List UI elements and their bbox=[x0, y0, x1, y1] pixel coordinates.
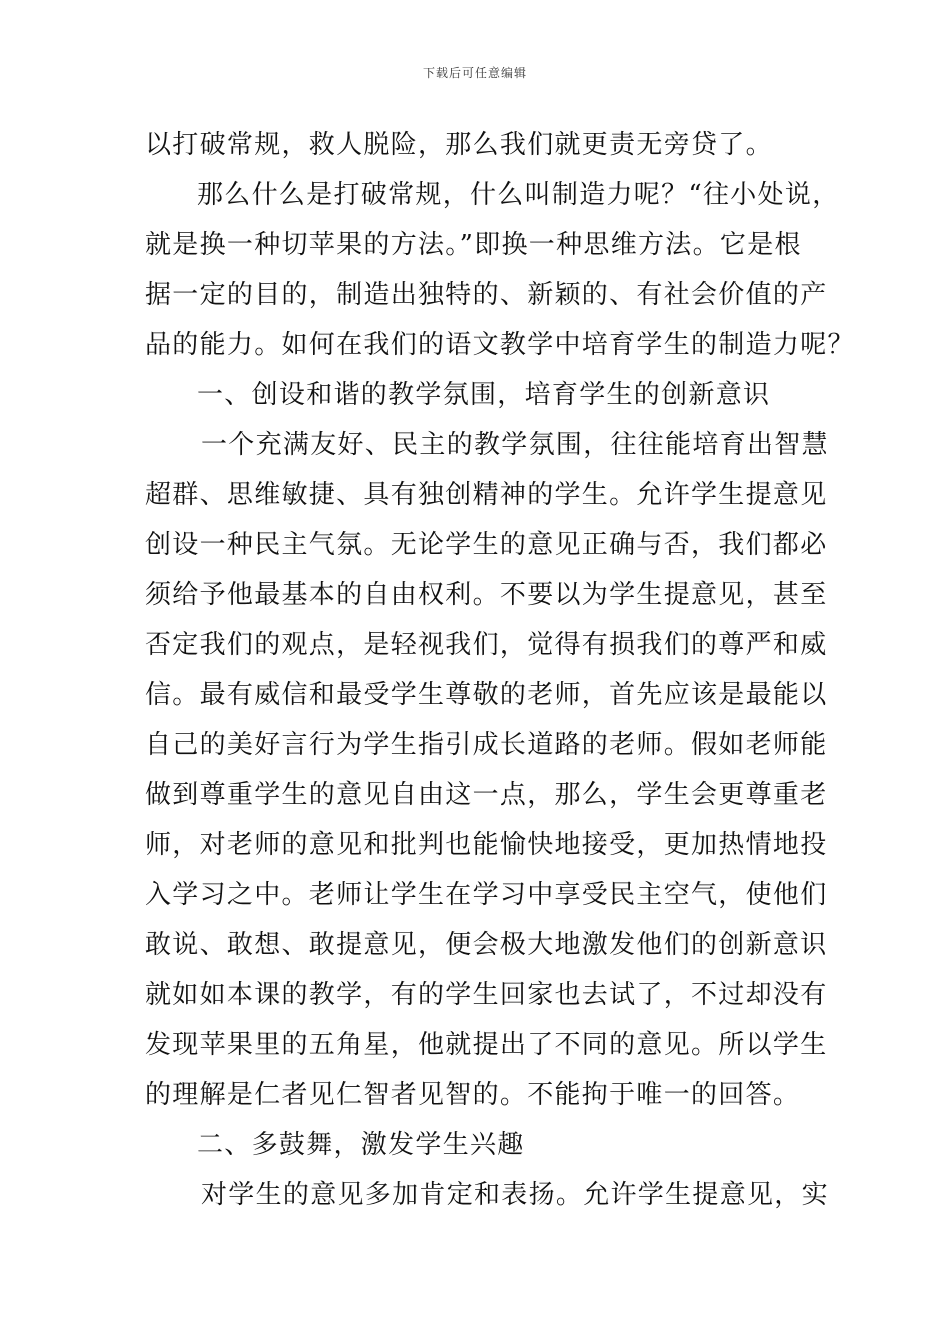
text-line: 创设一种民主气氛。无论学生的意见正确与否，我们都必 bbox=[145, 530, 828, 560]
text-line: 信。最有威信和最受学生尊敬的老师，首先应该是最能以 bbox=[145, 680, 828, 710]
text-line: 敢说、敢想、敢提意见，便会极大地激发他们的创新意识 bbox=[145, 930, 828, 960]
text-line: 就是换一种切苹果的方法。”即换一种思维方法。它是根 bbox=[145, 230, 802, 260]
text-line: 那么什么是打破常规，什么叫制造力呢？“往小处说， bbox=[197, 180, 840, 210]
text-line: 品的能力。如何在我们的语文教学中培育学生的制造力呢？ bbox=[145, 330, 855, 360]
text-line: 做到尊重学生的意见自由这一点，那么，学生会更尊重老 bbox=[145, 780, 828, 810]
document-body bbox=[145, 120, 855, 1220]
section-heading: 一、创设和谐的教学氛围，培育学生的创新意识 bbox=[197, 380, 771, 410]
text-line: 据一定的目的，制造出独特的、新颖的、有社会价值的产 bbox=[145, 280, 828, 310]
text-line: 师，对老师的意见和批判也能愉快地接受，更加热情地投 bbox=[145, 830, 828, 860]
text-line: 就如如本课的教学，有的学生回家也去试了，不过却没有 bbox=[145, 980, 828, 1010]
text-line: 入学习之中。老师让学生在学习中享受民主空气，使他们 bbox=[145, 880, 828, 910]
text-line: 以打破常规，救人脱险，那么我们就更责无旁贷了。 bbox=[145, 130, 773, 160]
text-line: 超群、思维敏捷、具有独创精神的学生。允许学生提意见 bbox=[145, 480, 828, 510]
text-line: 发现苹果里的五角星，他就提出了不同的意见。所以学生 bbox=[145, 1030, 828, 1060]
page-header: 下载后可任意编辑 bbox=[422, 66, 527, 80]
text-line: 对学生的意见多加肯定和表扬。允许学生提意见，实 bbox=[201, 1180, 829, 1210]
section-heading: 二、多鼓舞，激发学生兴趣 bbox=[197, 1130, 525, 1160]
text-line: 否定我们的观点，是轻视我们，觉得有损我们的尊严和威 bbox=[145, 630, 828, 660]
text-line: 一个充满友好、民主的教学氛围，往往能培育出智慧 bbox=[201, 430, 829, 460]
text-line: 须给予他最基本的自由权利。不要以为学生提意见，甚至 bbox=[145, 580, 828, 610]
text-line: 自己的美好言行为学生指引成长道路的老师。假如老师能 bbox=[145, 730, 828, 760]
text-line: 的理解是仁者见仁智者见智的。不能拘于唯一的回答。 bbox=[145, 1080, 801, 1110]
